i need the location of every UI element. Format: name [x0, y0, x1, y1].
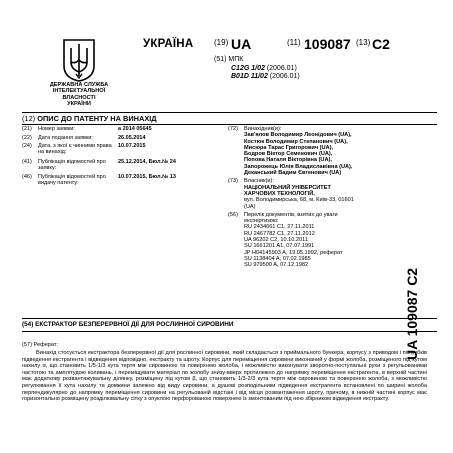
bib-row: (41) Публікація відомостей про заявку: 25.12.2014, Бюл.№ 24 [22, 159, 176, 171]
divider [22, 331, 437, 332]
inventors-block: (72) Винахідник(и): Зав'ялов Володимир Леонідович (UA), Костюк Володимир Степанович (UA), Мисюра Тарас Григорович (UA), Бодров Віктор Семенович (UA), Попова Наталя Вікторівна (UA), Запорожець Юлія Владиславівна (UA), Деканський Вадим Євгенович (UA) [228, 126, 353, 177]
country-name: УКРАЇНА [143, 38, 194, 50]
bibliographic-data [22, 126, 222, 188]
patent-number: 109087 [304, 36, 351, 52]
country-code: UA [231, 36, 252, 52]
divider [22, 124, 437, 125]
document-kind: C2 [372, 36, 390, 52]
ipc-class: B01D 11/02 (2006.01) [231, 73, 300, 80]
agency-name: ДЕРЖАВНА СЛУЖБА ІНТЕЛЕКТУАЛЬНОЇ ВЛАСНОСТІ УКРАЇНИ [49, 82, 109, 108]
bib-row: (21) Номер заявки: a 2014 05645 [22, 126, 152, 132]
bib-row: (22) Дата подання заявки: 26.05.2014 [22, 134, 146, 141]
field-code-11: (11) [287, 38, 301, 47]
abstract-label: (57) Реферат: [22, 342, 59, 348]
ukraine-coat-of-arms-icon [62, 38, 96, 82]
owner-block: (73) Власник(и): НАЦІОНАЛЬНИЙ УНІВЕРСИТЕТ ХАРЧОВИХ ТЕХНОЛОГІЙ, вул. Володимирська, 68, м. Київ-33, 01601 (UA) [228, 178, 354, 210]
parties-and-references [228, 126, 398, 271]
field-code-19: (19) [214, 38, 229, 47]
divider [22, 318, 437, 319]
invention-title: (54) ЕКСТРАКТОР БЕЗПЕРЕРВНОЇ ДІЇ ДЛЯ РОСЛИННОЇ СИРОВИНИ [22, 321, 234, 328]
bib-row: (24) Дата, з якої є чинними права на винахід: 10.07.2015 [22, 143, 146, 155]
divider [22, 112, 437, 113]
document-type-title: (12) ОПИС ДО ПАТЕНТУ НА ВИНАХІД [22, 114, 157, 123]
field-code-13: (13) [356, 38, 371, 47]
ipc-heading: (51) МПК [214, 56, 244, 63]
ipc-class: C12G 1/02 (2006.01) [231, 65, 297, 72]
bib-row: (46) Публікація відомостей про видачу патенту: 10.07.2015, Бюл.№ 13 [22, 173, 176, 186]
references-block: (56) Перелік документів, взятих до уваги експертизою: RU 2434661 C1, 27.11.2011 RU 2467782 C1, 27.11.2012 UA 96202 C2, 10.10.2011 SU 1661201 A1, 07.07.1991 JP H04145903 A, 19.05.1992, реферат SU 1138404 A, 07.02.1985 SU 979500 A, 07.12.1982 [228, 211, 343, 269]
vertical-patent-id: UA 109087 C2 [404, 267, 420, 360]
abstract-text: Винахід стосується екстрактора безперервної дії для рослинної сировини, який складається з приймального бункера, корпусу з приводом і патрубків підведення екстрагента і відведення відповідно, екстракту та шроту. Корпус для переміщення сировини виконаний у формі жолоба, розміщеного під кутом нахилу α, що становить 1/5-1/3 кута тертя між сировиною та поверхнею жолоба, і можливістю виконувати зворотно-поступальні рухи з регульованими частотою та амплітудою коливань, і переміщувати матеріал по жолобу знизу-вверх протилежно до напрямку переміщення екстрагента, в верхній частині має додаткову розвантажувальну ділянку, розміщену під кутом β, що становить 1/3-2/3 кута тертя між сировиною та поверхнею жолоба, з можливістю регулювання її кута нахилу та довжини залежно від виду сировини, а душові розподільники підведення екстрагента встановлені по ширині жолоба перпендикулярно до напрямку переміщення сировини на регульованій відстані і від місця розвантаження шроту, причому, в нижній частині корпус має горизонтально розміщену розділювальну сітку з опуклою перфорованою поверхнею із змонтованим під нею збірником відведення екстракту. [22, 350, 427, 403]
